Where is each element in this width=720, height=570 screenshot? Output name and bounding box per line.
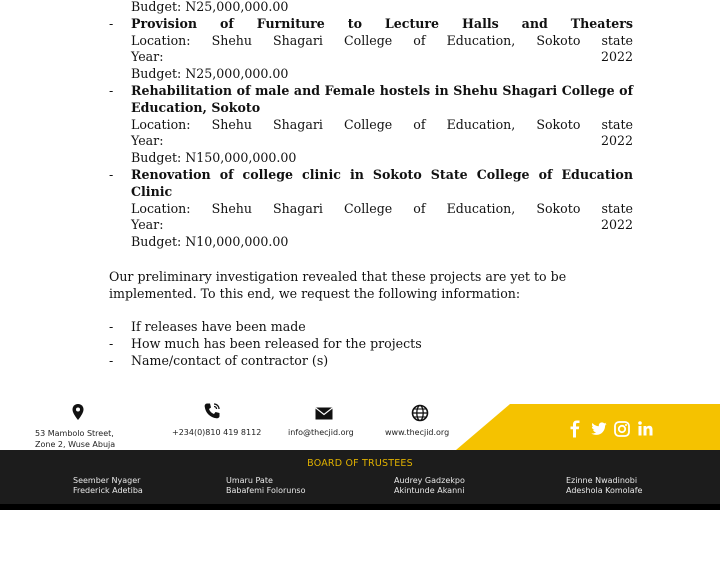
bullet-dash: - (109, 318, 114, 334)
letter-body (109, 0, 633, 369)
year-label: Year: (131, 133, 164, 149)
project-title: Provision of Furniture to Lecture Halls and Theaters (131, 15, 633, 31)
website-link[interactable]: www.thecjid.org (385, 428, 450, 437)
budget-line: Budget: N25,000,000.00 (131, 0, 289, 14)
request-text: Name/contact of contractor (s) (131, 352, 329, 368)
project-location: Location: Shehu Shagari College of Education, Sokoto state (131, 32, 633, 48)
project-location: Location: Shehu Shagari College of Education, Sokoto state (131, 200, 633, 216)
project-title: Rehabilitation of male and Female hostels in Shehu Shagari College of Education, Sokoto (131, 82, 633, 115)
year-value: 2022 (600, 133, 633, 149)
trustee-name: Umaru Pate (226, 476, 273, 485)
project-budget: Budget: N25,000,000.00 (131, 66, 289, 82)
request-list (109, 318, 633, 369)
trustee-name: Adeshola Komolafe (566, 486, 643, 495)
trustee-name: Seember Nyager (73, 476, 141, 485)
investigation-paragraph: Our preliminary investigation revealed that these projects are yet to be implemented. To this end, we request the following information: (109, 268, 567, 301)
facebook-icon[interactable] (569, 420, 581, 438)
trustee-column (73, 476, 143, 496)
bullet-dash: - (109, 15, 114, 31)
request-text: If releases have been made (131, 318, 306, 334)
email-icon (315, 407, 333, 420)
project-location: Location: Shehu Shagari College of Education, Sokoto state (131, 116, 633, 132)
address-line: Zone 2, Wuse Abuja (35, 440, 116, 449)
bullet-dash: - (109, 335, 114, 351)
request-item (109, 335, 633, 352)
bullet-dash: - (109, 82, 114, 98)
project-year-row (131, 133, 633, 150)
trustee-column (394, 476, 465, 496)
trustee-column (226, 476, 306, 496)
year-label: Year: (131, 217, 164, 233)
social-banner (456, 404, 720, 450)
project-item (109, 167, 633, 251)
project-title: Renovation of college clinic in Sokoto State College of Education Clinic (131, 166, 633, 199)
bullet-dash: - (109, 352, 114, 368)
project-budget: Budget: N10,000,000.00 (131, 234, 289, 250)
board-title: BOARD OF TRUSTEES (307, 458, 413, 469)
twitter-icon[interactable] (591, 422, 607, 436)
year-label: Year: (131, 49, 164, 65)
email-link[interactable]: info@thecjid.org (288, 428, 354, 437)
bottom-border (0, 504, 720, 510)
trustee-name: Audrey Gadzekpo (394, 476, 465, 485)
project-item (109, 16, 633, 83)
request-item (109, 352, 633, 369)
project-item (109, 83, 633, 167)
project-budget: Budget: N150,000,000.00 (131, 150, 297, 166)
globe-icon (411, 404, 429, 422)
project-year-row (131, 49, 633, 66)
linkedin-icon[interactable] (638, 421, 653, 436)
trustee-name: Babafemi Folorunso (226, 486, 306, 495)
board-of-trustees (0, 450, 720, 504)
request-text: How much has been released for the projects (131, 335, 422, 351)
project-year-row (131, 217, 633, 234)
year-value: 2022 (600, 217, 633, 233)
trustee-name: Ezinne Nwadinobi (566, 476, 638, 485)
instagram-icon[interactable] (614, 421, 630, 437)
trustee-name: Frederick Adetiba (73, 486, 143, 495)
trustee-name: Akintunde Akanni (394, 486, 465, 495)
location-pin-icon (71, 403, 85, 421)
address (35, 428, 115, 450)
phone-icon (203, 402, 221, 420)
phone-number: +234(0)810 419 8112 (172, 428, 262, 437)
bullet-dash: - (109, 166, 114, 182)
address-line: 53 Mambolo Street, (35, 429, 114, 438)
trustee-column (566, 476, 642, 496)
request-item (109, 318, 633, 335)
year-value: 2022 (600, 49, 633, 65)
